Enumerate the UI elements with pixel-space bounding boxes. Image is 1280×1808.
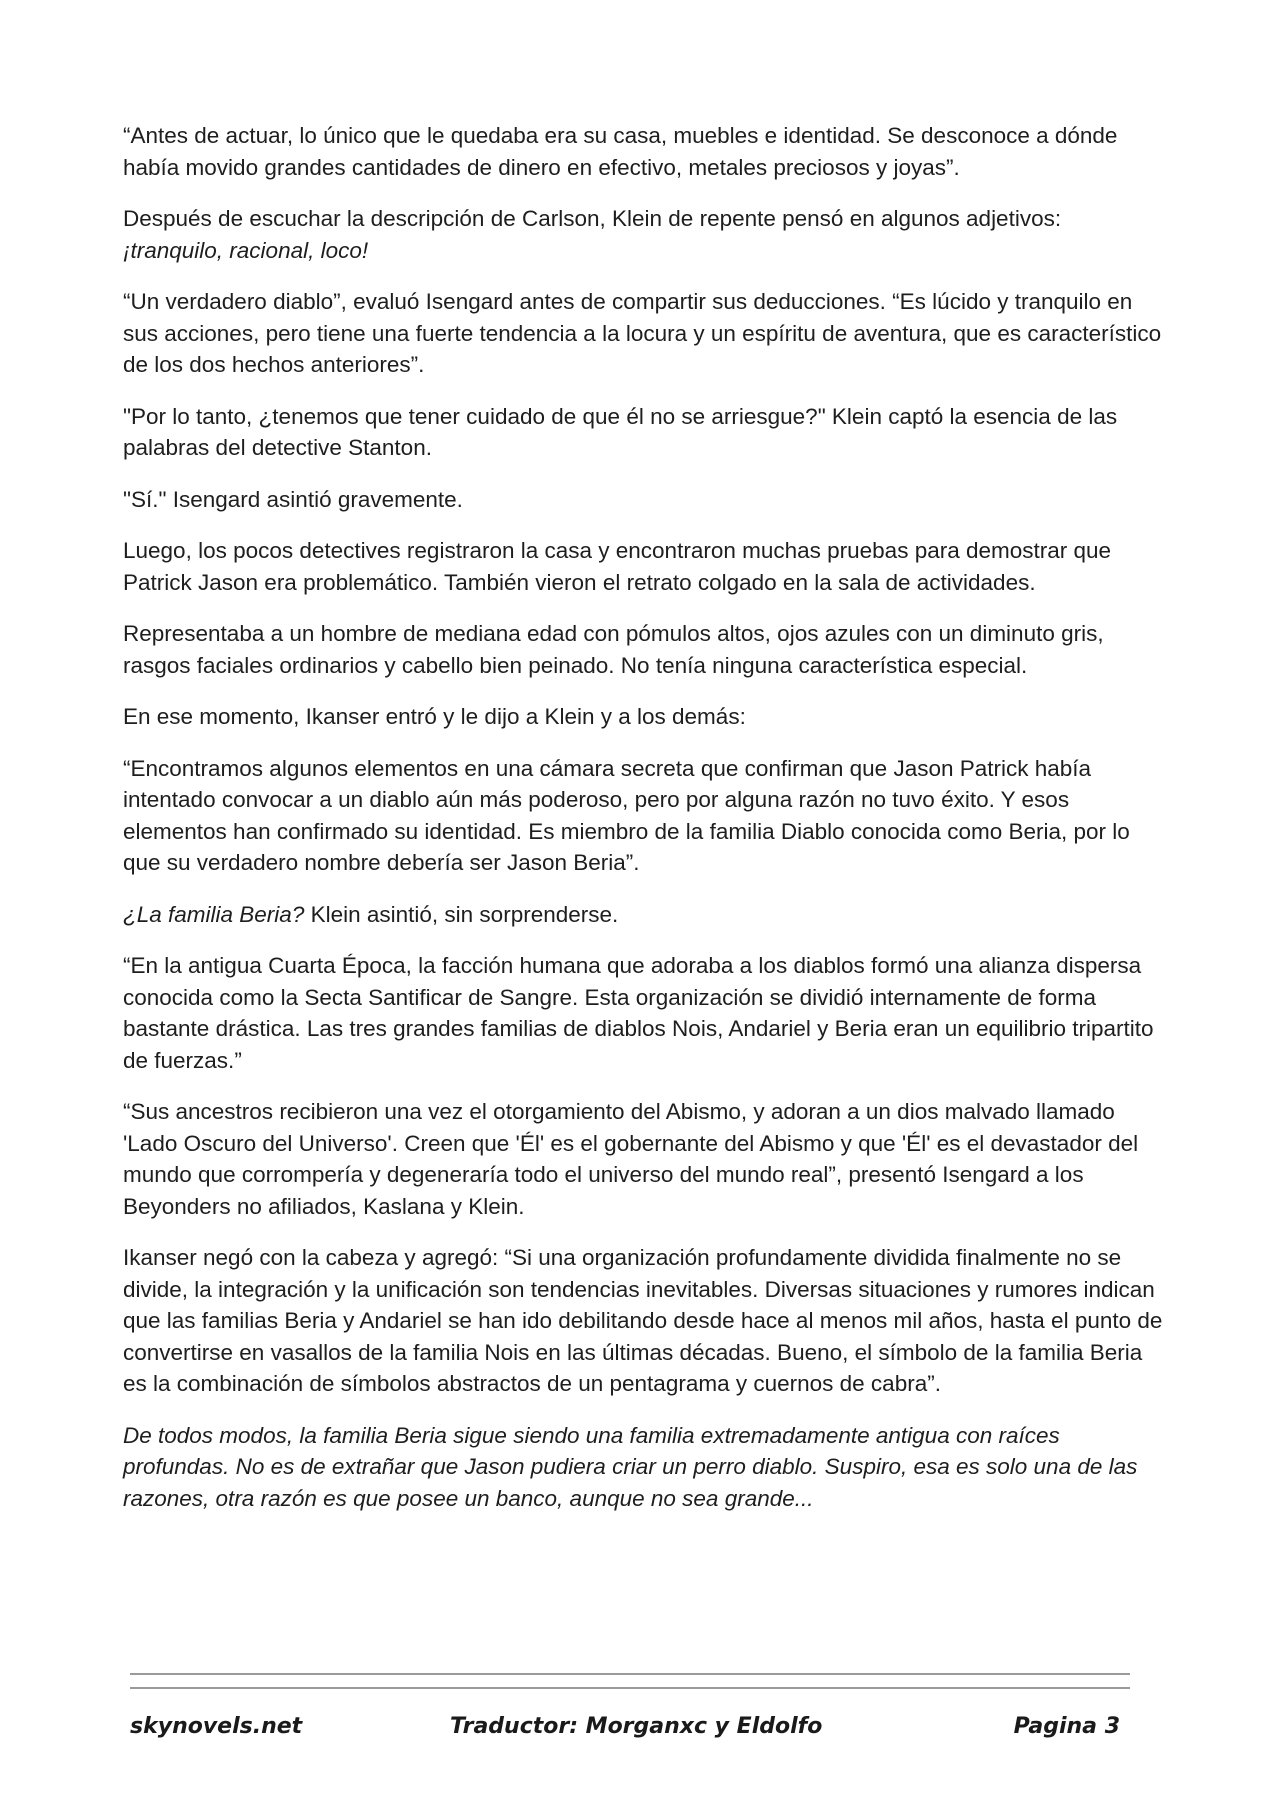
footer-site-name: skynovels.net (130, 1714, 303, 1739)
paragraph-4 (123, 401, 1163, 464)
paragraph-text: Luego, los pocos detectives registraron la casa y encontraron muchas pruebas para demostrar que Patrick Jason era problemático. También vieron el retrato colgado en la sala de actividades. (123, 538, 1112, 595)
paragraph-8 (123, 701, 1163, 733)
paragraph-1 (123, 120, 1163, 183)
page-footer (130, 1714, 1130, 1748)
paragraph-text: “Sus ancestros recibieron una vez el otorgamiento del Abismo, y adoran a un dios malvado llamado 'Lado Oscuro del Universo'. Creen que 'Él' es el gobernante del Abismo y que 'Él' es el devastador del mundo que corrompería y degeneraría todo el universo del mundo real”, presentó Isengard a los Beyonders no afiliados, Kaslana y Klein. (123, 1099, 1139, 1219)
paragraph-9 (123, 753, 1163, 879)
paragraph-11 (123, 950, 1163, 1076)
paragraph-italic-text: ¿La familia Beria? (123, 901, 305, 927)
paragraph-text: Representaba a un hombre de mediana edad con pómulos altos, ojos azules con un diminuto gris, rasgos faciales ordinarios y cabello bien peinado. No tenía ninguna característica especial. (123, 621, 1104, 678)
document-body (123, 120, 1163, 1534)
footer-divider-top (130, 1673, 1130, 1675)
paragraph-3 (123, 286, 1163, 381)
paragraph-2 (123, 203, 1163, 266)
paragraph-text: Ikanser negó con la cabeza y agregó: “Si una organización profundamente dividida finalmente no se divide, la integración y la unificación son tendencias inevitables. Diversas situaciones y rumores indican que las familias Beria y Andariel se han ido debilitando desde hace al menos mil años, hasta el punto de convertirse en vasallos de la familia Nois en las últimas décadas. Bueno, el símbolo de la familia Beria es la combinación de símbolos abstractos de un pentagrama y cuernos de cabra”. (123, 1245, 1163, 1396)
paragraph-text: "Por lo tanto, ¿tenemos que tener cuidado de que él no se arriesgue?" Klein captó la esencia de las palabras del detective Stanton. (123, 403, 1118, 460)
paragraph-7 (123, 618, 1163, 681)
paragraph-text: Klein asintió, sin sorprenderse. (304, 901, 619, 927)
paragraph-6 (123, 535, 1163, 598)
paragraph-text: “Encontramos algunos elementos en una cámara secreta que confirman que Jason Patrick había intentado convocar a un diablo aún más poderoso, pero por alguna razón no tuvo éxito. Y esos elementos han confirmado su identidad. Es miembro de la familia Diablo conocida como Beria, por lo que su verdadero nombre debería ser Jason Beria”. (123, 755, 1130, 875)
paragraph-text: En ese momento, Ikanser entró y le dijo a Klein y a los demás: (123, 704, 746, 729)
paragraph-5 (123, 484, 1163, 516)
paragraph-italic-text: De todos modos, la familia Beria sigue siendo una familia extremadamente antigua con raíces profundas. No es de extrañar que Jason pudiera criar un perro diablo. Suspiro, esa es solo una de las razones, otra razón es que posee un banco, aunque no sea grande... (123, 1422, 1138, 1511)
paragraph-14 (123, 1420, 1163, 1515)
paragraph-13 (123, 1242, 1163, 1400)
paragraph-text: Después de escuchar la descripción de Carlson, Klein de repente pensó en algunos adjetivos: (123, 206, 1062, 231)
paragraph-12 (123, 1096, 1163, 1222)
paragraph-text: "Sí." Isengard asintió gravemente. (123, 486, 463, 512)
footer-page-number: Pagina 3 (1013, 1714, 1120, 1739)
paragraph-text: “En la antigua Cuarta Época, la facción humana que adoraba a los diablos formó una alianza dispersa conocida como la Secta Santificar de Sangre. Esta organización se dividió internamente de forma bastante drástica. Las tres grandes familias de diablos Nois, Andariel y Beria eran un equilibrio tripartito de fuerzas.” (123, 953, 1154, 1073)
paragraph-text: “Antes de actuar, lo único que le quedaba era su casa, muebles e identidad. Se desconoce a dónde había movido grandes cantidades de dinero en efectivo, metales preciosos y joyas”. (123, 123, 1118, 180)
footer-translator: Traductor: Morganxc y Eldolfo (450, 1714, 823, 1739)
paragraph-10 (123, 899, 1163, 931)
paragraph-italic-text: ¡tranquilo, racional, loco! (123, 237, 369, 263)
footer-divider-bottom (130, 1687, 1130, 1689)
paragraph-text: “Un verdadero diablo”, evaluó Isengard antes de compartir sus deducciones. “Es lúcido y tranquilo en sus acciones, pero tiene una fuerte tendencia a la locura y un espíritu de aventura, que es característico de los dos hechos anteriores”. (123, 289, 1162, 377)
